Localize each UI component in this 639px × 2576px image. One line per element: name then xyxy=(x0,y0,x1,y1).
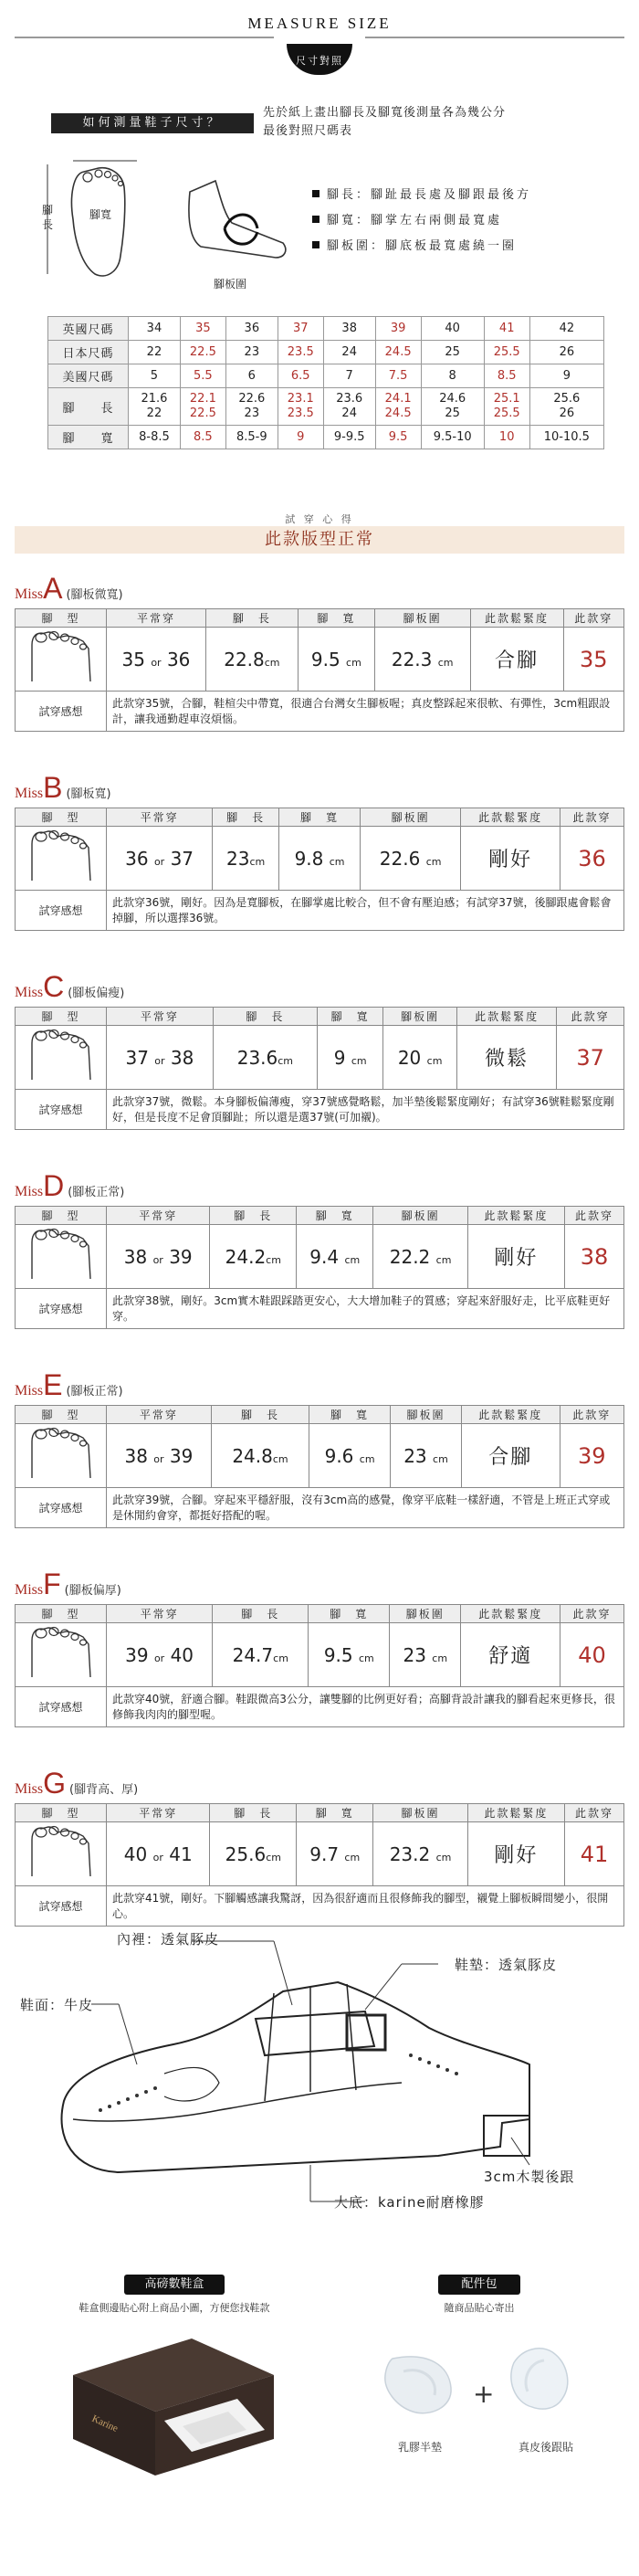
bullet-item: 腳板圍：腳底板最寬處繞一圈 xyxy=(312,234,531,259)
miss-letter: D xyxy=(43,1169,65,1202)
foot-shape-icon xyxy=(23,1226,100,1283)
miss-prefix: Miss xyxy=(15,1781,44,1797)
review-col-header: 腳 型 xyxy=(16,1804,107,1822)
review-header-row xyxy=(16,1406,624,1424)
howto-desc-line1: 先於紙上畫出腳長及腳寬後測量各為幾公分 xyxy=(263,106,507,120)
size-cell: 34 xyxy=(129,317,181,341)
size-cell: 25.5 xyxy=(484,341,529,364)
review-col-header: 腳 寬 xyxy=(317,1008,383,1026)
howto-description xyxy=(263,104,506,141)
note-label: 試穿感想 xyxy=(16,1488,107,1528)
review-note-row xyxy=(16,1488,624,1528)
foot-length-cell: 22.8cm xyxy=(205,628,298,692)
miss-heading xyxy=(15,771,111,805)
review-col-header: 腳 寬 xyxy=(309,1605,390,1623)
foot-width-cell: 9.5 cm xyxy=(309,1623,390,1687)
size-row-label: 腳 寬 xyxy=(48,426,129,449)
review-note-row xyxy=(16,1289,624,1329)
size-cell: 22.6 23 xyxy=(225,388,278,426)
foot-girth-cell: 22.6 cm xyxy=(360,827,460,891)
box-description: 鞋盒側邊貼心附上商品小圖，方便您找鞋款 xyxy=(79,2302,270,2314)
review-header-row xyxy=(16,1804,624,1822)
review-col-header: 平常穿 xyxy=(107,1008,214,1026)
review-note: 此款穿39號，合腳。穿起來平穩舒服，沒有3cm高的感覺，像穿平底鞋一樣舒適，不管是上班正式穿或是休閒約會穿，都挺好搭配的喔。 xyxy=(107,1488,624,1528)
foot-length-cell: 24.2cm xyxy=(210,1225,297,1289)
size-row-label: 美國尺碼 xyxy=(48,364,129,388)
size-cell: 9-9.5 xyxy=(323,426,375,449)
chosen-size-cell: 40 xyxy=(560,1623,624,1687)
normal-size-cell: 36 or 37 xyxy=(107,827,213,891)
size-cell: 25.1 25.5 xyxy=(484,388,529,426)
review-col-header: 此款鬆緊度 xyxy=(461,1605,560,1623)
review-col-header: 腳板圍 xyxy=(360,808,460,827)
plus-icon: + xyxy=(473,2379,495,2409)
size-cell: 23.5 xyxy=(278,341,323,364)
heel-grip-image xyxy=(497,2338,588,2421)
review-col-header: 平常穿 xyxy=(107,808,213,827)
miss-prefix: Miss xyxy=(15,1582,44,1598)
size-cell: 8.5 xyxy=(484,364,529,388)
foot-width-cell: 9.5 cm xyxy=(298,628,374,692)
feature-sole: 大底：karine耐磨橡膠 xyxy=(334,2194,485,2211)
review-col-header: 腳 寬 xyxy=(298,609,374,628)
foot-shape-cell xyxy=(16,1424,107,1488)
miss-letter: E xyxy=(43,1368,63,1401)
review-col-header: 腳板圍 xyxy=(373,1207,468,1225)
size-cell: 24.5 xyxy=(375,341,421,364)
review-note: 此款穿35號，合腳，鞋楦尖中帶寬，很適合台灣女生腳板喔；真皮整踩起來很軟、有彈性，3cm粗跟設計，讓我通勤趕車沒煩惱。 xyxy=(107,692,624,732)
review-col-header: 腳 型 xyxy=(16,609,107,628)
miss-letter: A xyxy=(43,572,63,605)
review-col-header: 腳 型 xyxy=(16,1406,107,1424)
review-data-row xyxy=(16,1424,624,1488)
size-row xyxy=(48,426,604,449)
foot-shape-cell xyxy=(16,1623,107,1687)
foot-girth-cell: 20 cm xyxy=(383,1026,456,1090)
review-col-header: 此款鬆緊度 xyxy=(467,1804,564,1822)
size-chart-badge: 尺寸對照 xyxy=(287,44,352,75)
review-note: 此款穿40號，舒適合腳。鞋跟微高3公分，讓雙腳的比例更好看；高腳背設計讓我的腳看起來更修長，很修飾我肉肉的腳型喔。 xyxy=(107,1687,624,1727)
foot-girth-cell: 22.2 cm xyxy=(373,1225,468,1289)
review-col-header: 腳板圍 xyxy=(373,1804,467,1822)
review-col-header: 腳 長 xyxy=(213,808,279,827)
fit-cell: 剛好 xyxy=(467,1822,564,1886)
review-col-header: 腳板圍 xyxy=(391,1406,462,1424)
review-col-header: 腳 寬 xyxy=(309,1406,391,1424)
bullet-item: 腳長：腳趾最長處及腳跟最後方 xyxy=(312,183,531,208)
review-note-row xyxy=(16,1687,624,1727)
foot-length-label: 腳長 xyxy=(42,204,54,231)
review-col-header: 此款穿 xyxy=(557,1008,624,1026)
note-label: 試穿感想 xyxy=(16,891,107,931)
size-row xyxy=(48,341,604,364)
foot-shape-cell xyxy=(16,827,107,891)
review-note: 此款穿38號，剛好。3cm實木鞋跟踩踏更安心，大大增加鞋子的質感；穿起來舒服好走，比平底鞋更好穿。 xyxy=(107,1289,624,1329)
title-divider xyxy=(0,37,639,38)
miss-letter: G xyxy=(43,1767,67,1800)
size-cell: 41 xyxy=(484,317,529,341)
size-cell: 25.6 26 xyxy=(529,388,603,426)
size-row xyxy=(48,317,604,341)
foot-length-cell: 23.6cm xyxy=(213,1026,317,1090)
feature-heel: 3cm木製後跟 xyxy=(484,2169,575,2185)
heel-grip-label: 真皮後跟貼 xyxy=(518,2441,573,2454)
review-col-header: 腳 長 xyxy=(210,1207,297,1225)
foot-length-cell: 25.6cm xyxy=(210,1822,297,1886)
chosen-size-cell: 36 xyxy=(560,827,624,891)
normal-size-cell: 35 or 36 xyxy=(107,628,206,692)
review-note-row xyxy=(16,1886,624,1927)
note-label: 試穿感想 xyxy=(16,692,107,732)
review-col-header: 腳 長 xyxy=(213,1605,309,1623)
miss-letter: B xyxy=(43,771,63,804)
feature-lining: 內裡：透氣豚皮 xyxy=(117,1931,220,1948)
size-cell: 10 xyxy=(484,426,529,449)
review-col-header: 腳 長 xyxy=(213,1008,317,1026)
miss-letter: F xyxy=(43,1568,61,1600)
size-row xyxy=(48,388,604,426)
foot-shape-cell xyxy=(16,1026,107,1090)
bullet-item: 腳寬：腳掌左右兩側最寬處 xyxy=(312,208,531,234)
feature-insole: 鞋墊：透氣豚皮 xyxy=(455,1957,558,1973)
normal-size-cell: 38 or 39 xyxy=(107,1424,212,1488)
review-data-row xyxy=(16,827,624,891)
review-col-header: 腳 型 xyxy=(16,1207,107,1225)
fit-cell: 合腳 xyxy=(470,628,563,692)
size-conversion-table xyxy=(47,316,604,449)
parts-description: 隨商品貼心寄出 xyxy=(444,2302,515,2314)
foot-length-cell: 24.8cm xyxy=(211,1424,309,1488)
size-cell: 24 xyxy=(323,341,375,364)
chosen-size-cell: 41 xyxy=(564,1822,623,1886)
foot-girth-cell: 23 cm xyxy=(391,1424,462,1488)
review-header-row xyxy=(16,808,624,827)
miss-foot-type: (腳板寬) xyxy=(66,787,111,801)
review-data-row xyxy=(16,1225,624,1289)
size-row-label: 英國尺碼 xyxy=(48,317,129,341)
foot-shape-cell xyxy=(16,1225,107,1289)
miss-review-table xyxy=(15,1803,624,1927)
miss-heading xyxy=(15,970,124,1004)
size-cell: 9.5 xyxy=(375,426,421,449)
foot-shape-icon xyxy=(23,1823,100,1880)
miss-heading xyxy=(15,1767,138,1800)
bullet-square-icon xyxy=(312,241,320,248)
size-cell: 39 xyxy=(375,317,421,341)
size-cell: 26 xyxy=(529,341,603,364)
size-cell: 8.5 xyxy=(180,426,225,449)
foot-shape-icon xyxy=(23,1425,100,1482)
review-col-header: 腳 長 xyxy=(205,609,298,628)
box-title: 高磅數鞋盒 xyxy=(124,2275,225,2295)
size-cell: 9 xyxy=(278,426,323,449)
size-cell: 7.5 xyxy=(375,364,421,388)
bullet-square-icon xyxy=(312,216,320,223)
review-col-header: 腳 長 xyxy=(210,1804,297,1822)
foot-shape-icon xyxy=(23,1624,100,1681)
size-cell: 22.1 22.5 xyxy=(180,388,225,426)
review-col-header: 此款鬆緊度 xyxy=(467,1207,564,1225)
review-col-header: 此款鬆緊度 xyxy=(461,1406,560,1424)
foot-shape-icon xyxy=(23,1027,100,1083)
normal-size-cell: 39 or 40 xyxy=(107,1623,213,1687)
size-cell: 5.5 xyxy=(180,364,225,388)
howto-desc-line2: 最後對照尺碼表 xyxy=(263,124,353,138)
foot-width-cell: 9.6 cm xyxy=(309,1424,391,1488)
normal-size-cell: 37 or 38 xyxy=(107,1026,214,1090)
miss-review-table xyxy=(15,1405,624,1528)
miss-review-table xyxy=(15,608,624,732)
size-row-label: 日本尺碼 xyxy=(48,341,129,364)
size-cell: 35 xyxy=(180,317,225,341)
shoebox-image xyxy=(55,2320,301,2494)
miss-heading xyxy=(15,572,123,606)
size-cell: 9.5-10 xyxy=(421,426,484,449)
foot-girth-cell: 23 cm xyxy=(390,1623,461,1687)
review-col-header: 此款穿 xyxy=(564,1804,623,1822)
size-cell: 23.6 24 xyxy=(323,388,375,426)
size-cell: 10-10.5 xyxy=(529,426,603,449)
feature-upper: 鞋面：牛皮 xyxy=(20,1997,94,2013)
size-cell: 22.5 xyxy=(180,341,225,364)
size-cell: 25 xyxy=(421,341,484,364)
miss-prefix: Miss xyxy=(15,586,44,602)
miss-letter: C xyxy=(43,970,65,1003)
review-col-header: 腳板圍 xyxy=(390,1605,461,1623)
note-label: 試穿感想 xyxy=(16,1090,107,1130)
size-cell: 38 xyxy=(323,317,375,341)
size-cell: 40 xyxy=(421,317,484,341)
foot-width-cell: 9 cm xyxy=(317,1026,383,1090)
review-col-header: 腳板圍 xyxy=(383,1008,456,1026)
size-cell: 7 xyxy=(323,364,375,388)
fit-cell: 舒適 xyxy=(461,1623,560,1687)
review-col-header: 此款穿 xyxy=(563,609,624,628)
size-cell: 37 xyxy=(278,317,323,341)
review-col-header: 平常穿 xyxy=(107,1406,212,1424)
box-brand-mark: Karine xyxy=(89,2412,120,2434)
review-col-header: 此款穿 xyxy=(560,808,624,827)
review-col-header: 此款穿 xyxy=(564,1207,623,1225)
review-col-header: 腳 寬 xyxy=(297,1804,373,1822)
size-cell: 8.5-9 xyxy=(225,426,278,449)
size-cell: 8-8.5 xyxy=(129,426,181,449)
review-col-header: 此款鬆緊度 xyxy=(461,808,560,827)
note-label: 試穿感想 xyxy=(16,1886,107,1927)
note-label: 試穿感想 xyxy=(16,1687,107,1727)
foot-width-cell: 9.4 cm xyxy=(297,1225,373,1289)
howto-label: 如何測量鞋子尺寸？ xyxy=(51,113,254,133)
miss-foot-type: (腳背高、厚) xyxy=(69,1783,139,1797)
review-data-row xyxy=(16,1026,624,1090)
review-col-header: 腳 型 xyxy=(16,1008,107,1026)
foot-girth-cell: 23.2 cm xyxy=(373,1822,467,1886)
fit-cell: 微鬆 xyxy=(456,1026,556,1090)
review-col-header: 此款穿 xyxy=(560,1605,624,1623)
review-note: 此款穿36號，剛好。因為是寬腳板，在腳掌處比較合，但不會有壓迫感；有試穿37號，後腳跟處會鬆會掉腳，所以選擇36號。 xyxy=(107,891,624,931)
size-cell: 23.1 23.5 xyxy=(278,388,323,426)
miss-prefix: Miss xyxy=(15,786,44,801)
miss-heading xyxy=(15,1368,123,1402)
foot-girth-cell: 22.3 cm xyxy=(374,628,470,692)
size-cell: 9 xyxy=(529,364,603,388)
review-col-header: 腳 型 xyxy=(16,808,107,827)
miss-prefix: Miss xyxy=(15,985,44,1000)
size-cell: 6.5 xyxy=(278,364,323,388)
note-label: 試穿感想 xyxy=(16,1289,107,1329)
review-header-row xyxy=(16,609,624,628)
foot-shape-cell xyxy=(16,1822,107,1886)
miss-heading xyxy=(15,1568,121,1601)
review-note: 此款穿37號，微鬆。本身腳板偏薄瘦，穿37號感覺略鬆，加半墊後鬆緊度剛好；有試穿36號鞋鬆緊度剛好，但是長度不足會頂腳趾；所以還是選37號(可加襯)。 xyxy=(107,1090,624,1130)
review-header-row xyxy=(16,1605,624,1623)
latex-pad-image xyxy=(374,2348,466,2421)
review-note-row xyxy=(16,891,624,931)
foot-width-cell: 9.8 cm xyxy=(279,827,361,891)
review-col-header: 此款鬆緊度 xyxy=(456,1008,556,1026)
bullet-square-icon xyxy=(312,190,320,197)
review-data-row xyxy=(16,628,624,692)
review-col-header: 此款鬆緊度 xyxy=(470,609,563,628)
latex-pad-label: 乳膠半墊 xyxy=(397,2441,442,2454)
foot-measure-diagram xyxy=(37,155,301,292)
review-col-header: 腳 寬 xyxy=(297,1207,373,1225)
miss-review-table xyxy=(15,808,624,931)
fit-cell: 合腳 xyxy=(461,1424,560,1488)
foot-shape-icon xyxy=(23,828,100,884)
foot-shape-icon xyxy=(23,628,100,685)
page-title: MEASURE SIZE xyxy=(247,15,392,32)
foot-length-cell: 24.7cm xyxy=(213,1623,309,1687)
size-cell: 8 xyxy=(421,364,484,388)
foot-length-cell: 23cm xyxy=(213,827,279,891)
review-note-row xyxy=(16,1090,624,1130)
miss-review-table xyxy=(15,1206,624,1329)
miss-prefix: Miss xyxy=(15,1184,44,1199)
review-col-header: 平常穿 xyxy=(107,1605,213,1623)
normal-size-cell: 38 or 39 xyxy=(107,1225,210,1289)
size-row-label: 腳 長 xyxy=(48,388,129,426)
miss-foot-type: (腳板正常) xyxy=(68,1186,125,1199)
chosen-size-cell: 39 xyxy=(560,1424,624,1488)
size-cell: 36 xyxy=(225,317,278,341)
size-cell: 6 xyxy=(225,364,278,388)
review-note-row xyxy=(16,692,624,732)
size-cell: 22 xyxy=(129,341,181,364)
review-col-header: 平常穿 xyxy=(107,1804,210,1822)
normal-size-cell: 40 or 41 xyxy=(107,1822,210,1886)
review-data-row xyxy=(16,1623,624,1687)
review-header-row xyxy=(16,1008,624,1026)
miss-review-table xyxy=(15,1604,624,1727)
size-cell: 21.6 22 xyxy=(129,388,181,426)
review-col-header: 腳 寬 xyxy=(279,808,361,827)
review-col-header: 腳板圍 xyxy=(374,609,470,628)
size-cell: 23 xyxy=(225,341,278,364)
size-cell: 24.6 25 xyxy=(421,388,484,426)
fit-banner: 此款版型正常 xyxy=(15,526,624,554)
fit-cell: 剛好 xyxy=(461,827,560,891)
review-data-row xyxy=(16,1822,624,1886)
miss-prefix: Miss xyxy=(15,1383,44,1399)
measure-bullets xyxy=(312,183,531,259)
size-cell: 42 xyxy=(529,317,603,341)
size-row xyxy=(48,364,604,388)
chosen-size-cell: 35 xyxy=(563,628,624,692)
miss-foot-type: (腳板偏瘦) xyxy=(68,987,125,1000)
review-col-header: 平常穿 xyxy=(107,1207,210,1225)
foot-girth-caption: 腳板圍 xyxy=(214,278,247,290)
miss-heading xyxy=(15,1169,124,1203)
size-cell: 5 xyxy=(129,364,181,388)
review-col-header: 腳 型 xyxy=(16,1605,107,1623)
review-note: 此款穿41號，剛好。下腳觸感讓我驚訝，因為很舒適而且很修飾我的腳型，襯覺上腳板瞬間變小，很開心。 xyxy=(107,1886,624,1927)
miss-foot-type: (腳板偏厚) xyxy=(64,1584,121,1598)
size-cell: 24.1 24.5 xyxy=(375,388,421,426)
foot-shape-cell xyxy=(16,628,107,692)
review-header-row xyxy=(16,1207,624,1225)
review-col-header: 此款穿 xyxy=(560,1406,624,1424)
parts-title: 配件包 xyxy=(438,2275,520,2295)
miss-foot-type: (腳板微寬) xyxy=(66,588,123,602)
miss-foot-type: (腳板正常) xyxy=(66,1385,123,1399)
miss-review-table xyxy=(15,1007,624,1130)
chosen-size-cell: 37 xyxy=(557,1026,624,1090)
review-col-header: 平常穿 xyxy=(107,609,206,628)
foot-width-label: 腳寬 xyxy=(89,208,112,221)
fit-cell: 剛好 xyxy=(467,1225,564,1289)
trial-title: 試 穿 心 得 xyxy=(285,513,354,525)
foot-width-cell: 9.7 cm xyxy=(297,1822,373,1886)
chosen-size-cell: 38 xyxy=(564,1225,623,1289)
review-col-header: 腳 長 xyxy=(211,1406,309,1424)
